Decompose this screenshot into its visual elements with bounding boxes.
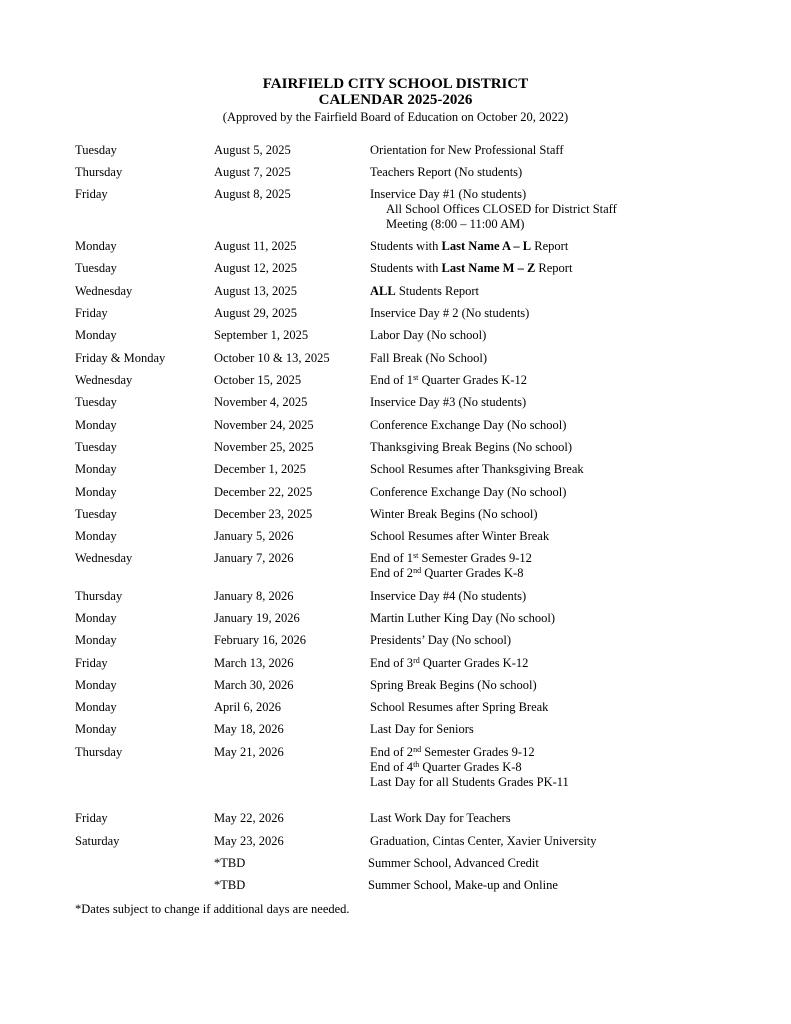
event-superscript: st: [413, 373, 419, 382]
row-event: Inservice Day #4 (No students): [370, 589, 527, 603]
row-date: November 24, 2025: [214, 418, 314, 432]
event-superscript: th: [413, 760, 420, 769]
event-text: Students Report: [395, 284, 480, 298]
event-text: Quarter Grades K-12: [419, 656, 529, 670]
event-text: Quarter Grades K-8: [419, 760, 522, 774]
row-day: Friday & Monday: [75, 351, 166, 365]
event-bold-text: Last Name A – L: [441, 239, 532, 253]
row-event: School Resumes after Winter Break: [370, 529, 550, 543]
row-event: [370, 373, 527, 388]
event-text: Quarter Grades K-8: [421, 566, 524, 580]
row-date: May 21, 2026: [214, 745, 284, 759]
row-date: February 16, 2026: [214, 633, 306, 647]
row-date: September 1, 2025: [214, 328, 309, 342]
row-event: [370, 551, 532, 581]
row-date: January 19, 2026: [214, 611, 300, 625]
row-event: [370, 239, 568, 254]
event-text: End of 4: [370, 760, 414, 774]
row-day: Monday: [75, 485, 117, 499]
event-text: End of 1: [370, 373, 414, 387]
row-date: August 11, 2025: [214, 239, 297, 253]
event-text: End of 2: [370, 745, 414, 759]
row-event: Summer School, Make-up and Online: [368, 878, 558, 892]
event-text: Report: [535, 261, 573, 275]
row-event: Thanksgiving Break Begins (No school): [370, 440, 573, 454]
row-event: Martin Luther King Day (No school): [370, 611, 556, 625]
row-day: Thursday: [75, 745, 123, 759]
row-event: [370, 284, 479, 299]
row-day: Friday: [75, 811, 108, 825]
event-line: All School Offices CLOSED for District Staff: [386, 202, 617, 216]
footnote: *Dates subject to change if additional days are needed.: [75, 902, 350, 916]
row-date: May 23, 2026: [214, 834, 284, 848]
row-day: Monday: [75, 611, 117, 625]
event-line: [370, 745, 569, 760]
event-superscript: st: [413, 551, 419, 560]
row-date: August 5, 2025: [214, 143, 291, 157]
event-text: Students with: [370, 261, 442, 275]
row-event: Conference Exchange Day (No school): [370, 485, 567, 499]
row-day: Monday: [75, 462, 117, 476]
row-day: Monday: [75, 633, 117, 647]
row-day: Friday: [75, 656, 108, 670]
row-event: Spring Break Begins (No school): [370, 678, 537, 692]
row-day: Thursday: [75, 165, 123, 179]
event-superscript: nd: [413, 745, 422, 754]
event-superscript: nd: [413, 566, 422, 575]
row-day: Tuesday: [75, 395, 117, 409]
event-bold-text: ALL: [370, 284, 396, 298]
event-line: [370, 760, 569, 775]
district-title: FAIRFIELD CITY SCHOOL DISTRICT: [262, 76, 529, 92]
row-date: August 7, 2025: [214, 165, 291, 179]
row-date: March 30, 2026: [214, 678, 294, 692]
row-day: Friday: [75, 306, 108, 320]
row-date: March 13, 2026: [214, 656, 294, 670]
row-event: Graduation, Cintas Center, Xavier University: [370, 834, 597, 848]
row-event: [370, 261, 572, 276]
row-day: Monday: [75, 678, 117, 692]
event-line: Meeting (8:00 – 11:00 AM): [386, 217, 525, 231]
row-event: Summer School, Advanced Credit: [368, 856, 539, 870]
event-line: Inservice Day #1 (No students): [370, 187, 527, 201]
row-day: Tuesday: [75, 507, 117, 521]
document-header: [0, 76, 791, 125]
calendar-title: CALENDAR 2025-2026: [318, 92, 473, 108]
row-date: December 22, 2025: [214, 485, 313, 499]
event-line: Last Day for all Students Grades PK-11: [370, 775, 569, 789]
row-event: [370, 656, 528, 671]
row-date: *TBD: [214, 856, 246, 870]
row-event: School Resumes after Thanksgiving Break: [370, 462, 584, 476]
row-day: Tuesday: [75, 261, 117, 275]
event-text: End of 1: [370, 551, 414, 565]
row-day: Thursday: [75, 589, 123, 603]
row-event: Conference Exchange Day (No school): [370, 418, 567, 432]
row-date: April 6, 2026: [214, 700, 282, 714]
row-date: October 10 & 13, 2025: [214, 351, 330, 365]
row-day: Monday: [75, 239, 117, 253]
event-bold-text: Last Name M – Z: [441, 261, 536, 275]
row-event: Last Day for Seniors: [370, 722, 474, 736]
row-event: Inservice Day #3 (No students): [370, 395, 527, 409]
row-date: November 25, 2025: [214, 440, 314, 454]
row-date: May 22, 2026: [214, 811, 284, 825]
row-day: Monday: [75, 418, 117, 432]
row-day: Monday: [75, 328, 117, 342]
event-text: End of 2: [370, 566, 414, 580]
event-text: Semester Grades 9-12: [421, 745, 535, 759]
row-date: *TBD: [214, 878, 246, 892]
row-date: January 5, 2026: [214, 529, 294, 543]
event-text: Report: [531, 239, 569, 253]
event-text: Quarter Grades K-12: [418, 373, 528, 387]
row-day: Tuesday: [75, 143, 117, 157]
row-date: November 4, 2025: [214, 395, 308, 409]
row-date: August 13, 2025: [214, 284, 297, 298]
row-day: Tuesday: [75, 440, 117, 454]
row-event: [370, 745, 569, 790]
event-superscript: rd: [413, 656, 420, 665]
row-day: Friday: [75, 187, 108, 201]
row-date: August 12, 2025: [214, 261, 297, 275]
row-event: School Resumes after Spring Break: [370, 700, 549, 714]
row-event: Teachers Report (No students): [370, 165, 523, 179]
row-event: Fall Break (No School): [370, 351, 487, 365]
row-event: Last Work Day for Teachers: [370, 811, 511, 825]
row-day: Wednesday: [75, 373, 133, 387]
row-day: Wednesday: [75, 551, 133, 565]
row-date: January 8, 2026: [214, 589, 294, 603]
event-line: [370, 566, 532, 581]
row-day: Saturday: [75, 834, 120, 848]
row-date: August 29, 2025: [214, 306, 297, 320]
row-event: [370, 187, 617, 232]
row-date: January 7, 2026: [214, 551, 294, 565]
event-line: [370, 551, 532, 566]
row-date: December 1, 2025: [214, 462, 306, 476]
row-day: Wednesday: [75, 284, 133, 298]
approval-note: (Approved by the Fairfield Board of Education on October 20, 2022): [222, 110, 569, 124]
row-event: Presidents’ Day (No school): [370, 633, 512, 647]
event-text: Students with: [370, 239, 442, 253]
row-event: Inservice Day # 2 (No students): [370, 306, 530, 320]
event-text: Semester Grades 9-12: [418, 551, 532, 565]
row-day: Monday: [75, 529, 117, 543]
row-date: August 8, 2025: [214, 187, 291, 201]
row-event: Winter Break Begins (No school): [370, 507, 538, 521]
row-day: Monday: [75, 722, 117, 736]
event-text: End of 3: [370, 656, 414, 670]
row-event: Labor Day (No school): [370, 328, 487, 342]
row-date: October 15, 2025: [214, 373, 302, 387]
row-event: Orientation for New Professional Staff: [370, 143, 564, 157]
row-date: December 23, 2025: [214, 507, 313, 521]
row-date: May 18, 2026: [214, 722, 284, 736]
row-day: Monday: [75, 700, 117, 714]
